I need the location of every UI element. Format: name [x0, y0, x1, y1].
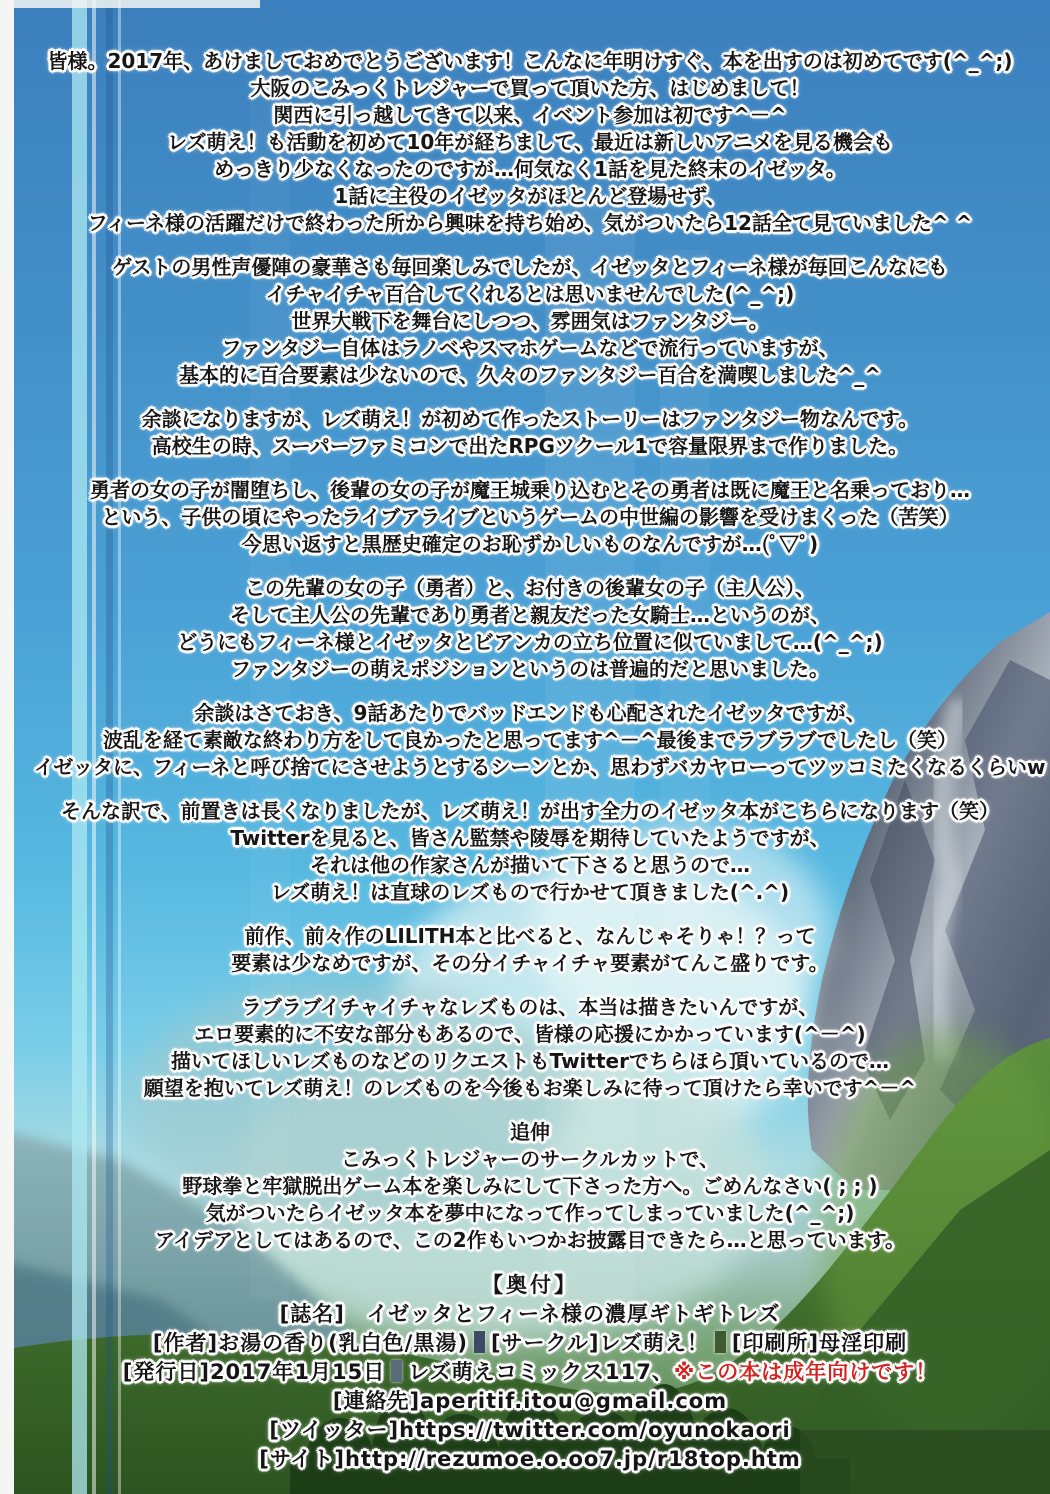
text-line: フィーネ様の活躍だけで終わった所から興味を持ち始め、気がついたら12話全て見ていました^ ^	[87, 211, 973, 235]
text-line: レズ萌え！も活動を初めて10年が経ちまして、最近は新しいアニメを見る機会も	[167, 130, 893, 154]
colophon-credits-line	[34, 1329, 1026, 1358]
text-line: アイデアとしてはあるので、この2作もいつかお披露目できたら…と思っています。	[154, 1228, 906, 1252]
adult-notice: ※この本は成年向けです！	[673, 1360, 938, 1384]
paragraph	[34, 994, 1026, 1102]
text-line: 前作、前々作のLILITH本と比べると、なんじゃそりゃ！？って	[244, 924, 816, 948]
paragraph	[34, 923, 1026, 977]
text-line: 世界大戦下を舞台にしつつ、雰囲気はファンタジー。	[291, 309, 769, 333]
paragraph	[34, 798, 1026, 906]
text-line: 基本的に百合要素は少ないので、久々のファンタジー百合を満喫しました^_^	[179, 363, 881, 387]
text-line: 波乱を経て素敵な終わり方をして良かったと思ってます^－^最後までラブラブでしたし（笑）	[102, 728, 958, 752]
paragraph	[34, 254, 1026, 389]
colophon	[34, 1271, 1026, 1474]
text-line: 勇者の女の子が闇堕ちし、後輩の女の子が魔王城乗り込むとその勇者は既に魔王と名乗っており…	[90, 478, 970, 502]
colophon-heading: 【奥付】	[482, 1273, 578, 1297]
text-line: ファンタジーの萌えポジションというのは普遍的だと思いました。	[231, 657, 829, 681]
separator-bar	[715, 1331, 726, 1353]
contact-line: [連絡先]aperitif.itou@gmail.com	[332, 1389, 728, 1413]
paragraph	[34, 48, 1026, 237]
text-line: 大阪のこみっくトレジャーで買って頂いた方、はじめまして！	[250, 76, 810, 100]
text-line: どうにもフィーネ様とイゼッタとビアンカの立ち位置に似ていまして…(^_^;)	[177, 630, 883, 654]
paragraph	[34, 477, 1026, 558]
text-line: 余談はさておき、9話あたりでバッドエンドも心配されたイゼッタですが、	[194, 701, 866, 725]
text-line: そして主人公の先輩であり勇者と親友だった女騎士…というのが、	[230, 603, 830, 627]
text-line: 皆様。2017年、あけましておめでとうございます！こんなに年明けすぐ、本を出すのは初めてです(^_^;)	[47, 49, 1013, 73]
text-line: 今思い返すと黒歴史確定のお恥ずかしいものなんですが…(ﾟ▽ﾟ)	[241, 532, 819, 556]
printer-credit: [印刷所]母淫印刷	[731, 1331, 908, 1355]
text-line: めっきり少なくなったのですが…何気なく1話を見た終末のイゼッタ。	[214, 157, 846, 181]
separator-bar	[474, 1331, 485, 1353]
text-line: ゲストの男性声優陣の豪華さも毎回楽しみでしたが、イゼッタとフィーネ様が毎回こんなにも	[112, 255, 948, 279]
text-line: 関西に引っ越してきて以来、イベント参加は初です^－^	[273, 103, 787, 127]
text-line: エロ要素的に不安な部分もあるので、皆様の応援にかかっています(^－^)	[194, 1022, 866, 1046]
colophon-title-line: [誌名] イゼッタとフィーネ様の濃厚ギトギトレズ	[279, 1302, 781, 1326]
text-line: 願望を抱いてレズ萌え！のレズものを今後もお楽しみに待って頂けたら幸いです^－^	[143, 1076, 917, 1100]
paragraph	[34, 406, 1026, 460]
text-line: 野球拳と牢獄脱出ゲーム本を楽しみにして下さった方へ。ごめんなさい( ; ; )	[182, 1174, 878, 1198]
text-line: そんな訳で、前置きは長くなりましたが、レズ萌え！が出す全力のイゼッタ本がこちらになります（笑）	[61, 799, 999, 823]
text-line: イゼッタに、フィーネと呼び捨てにさせようとするシーンとか、思わずバカヤローってツッコミたくなるくらいw	[34, 755, 1046, 779]
author-credit: [作者]お湯の香り(乳白色/黒湯)	[152, 1331, 468, 1355]
text-line: 描いてほしいレズものなどのリクエストもTwitterでちらほら頂いているので…	[171, 1049, 889, 1073]
afterword-body	[34, 48, 1046, 1254]
text-line: 気がついたらイゼッタ本を夢中になって作ってしまっていました(^_^;)	[205, 1201, 855, 1225]
colophon-date-line	[34, 1358, 1026, 1387]
text-line: それは他の作家さんが描いて下さると思うので…	[310, 853, 750, 877]
text-line: 要素は少なめですが、その分イチャイチャ要素がてんこ盛りです。	[231, 951, 829, 975]
text-line: ファンタジー自体はラノベやスマホゲームなどで流行っていますが、	[221, 336, 839, 360]
text-line: レズ萌え！は直球のレズもので行かせて頂きました(^.^)	[270, 880, 790, 904]
text-line: 高校生の時、スーパーファミコンで出たRPGツクール1で容量限界まで作りました。	[151, 434, 909, 458]
paragraph	[34, 1119, 1026, 1254]
text-line: Twitterを見ると、皆さん監禁や陵辱を期待していたようですが、	[230, 826, 830, 850]
text-line: この先輩の女の子（勇者）と、お付きの後輩女の子（主人公）、	[245, 576, 815, 600]
circle-credit: [サークル]レズ萌え！	[490, 1331, 709, 1355]
text-line: こみっくトレジャーのサークルカットで、	[341, 1147, 719, 1171]
paragraph	[34, 575, 1026, 683]
text-line: 余談になりますが、レズ萌え！が初めて作ったストーリーはファンタジー物なんです。	[141, 407, 919, 431]
text-line: 1話に主役のイゼッタがほとんど登場せず、	[334, 184, 726, 208]
twitter-line: [ツイッター]https://twitter.com/oyunokaori	[269, 1418, 791, 1442]
publish-date: [発行日]2017年1月15日	[122, 1360, 386, 1384]
site-line: [サイト]http://rezumoe.o.oo7.jp/r18top.htm	[259, 1447, 801, 1471]
text-line: イチャイチャ百合してくれるとは思いませんでした(^_^;)	[265, 282, 795, 306]
series-number: レズ萌えコミックス117、	[408, 1360, 674, 1384]
separator-bar	[391, 1360, 402, 1382]
text-line: という、子供の頃にやったライブアライブというゲームの中世編の影響を受けまくった（苦笑）	[101, 505, 959, 529]
paragraph	[34, 700, 1046, 781]
text-line: 追伸	[510, 1120, 550, 1144]
text-line: ラブラブイチャイチャなレズものは、本当は描きたいんですが、	[241, 995, 819, 1019]
